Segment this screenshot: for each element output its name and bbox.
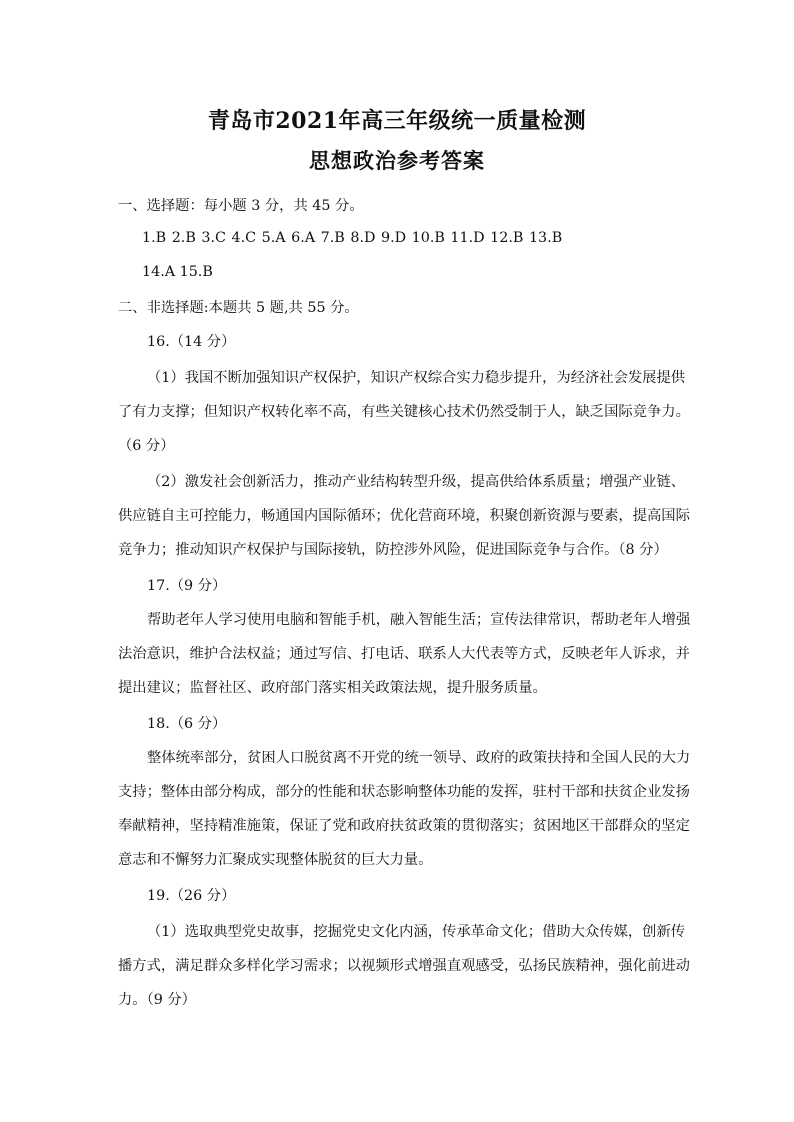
- q16-part1-line: （1）我国不断加强知识产权保护，知识产权综合实力稳步提升，为经济社会发展提供: [147, 370, 686, 386]
- question-label-18: 18.（6 分）: [147, 716, 227, 732]
- choice-answers-line-2: 14.A 15.B: [142, 264, 213, 280]
- q19-part1-line: 播方式，满足群众多样化学习需求；以视频形式增强直观感受，弘扬民族精神，强化前进动: [118, 958, 690, 974]
- question-label-19: 19.（26 分）: [147, 888, 236, 904]
- q18-line: 支持；整体由部分构成，部分的性能和状态影响整体功能的发挥，驻村干部和扶贫企业发扬: [118, 784, 690, 800]
- q17-line: 法治意识，维护合法权益；通过写信、打电话、联系人大代表等方式，反映老年人诉求，并: [118, 646, 690, 662]
- q16-part2-line: 供应链自主可控能力，畅通国内国际循环；优化营商环境，积聚创新资源与要素，提高国际: [118, 508, 690, 524]
- q18-line: 奉献精神，坚持精准施策，保证了党和政府扶贫政策的贯彻落实；贫困地区干部群众的坚定: [118, 818, 690, 834]
- q18-line: 整体统率部分，贫困人口脱贫离不开党的统一领导、政府的政策扶持和全国人民的大力: [147, 750, 691, 766]
- q19-part1-line: 力。（9 分）: [118, 992, 196, 1008]
- document-title: 青岛市2021年高三年级统一质量检测: [207, 108, 587, 134]
- q19-part1-line: （1）选取典型党史故事，挖掘党史文化内涵，传承革命文化；借助大众传媒，创新传: [147, 924, 686, 940]
- q16-part2-line: （2）激发社会创新活力，推动产业结构转型升级，提高供给体系质量；增强产业链、: [147, 474, 686, 490]
- question-label-17: 17.（9 分）: [147, 578, 227, 594]
- q16-part1-line: 了有力支撑；但知识产权转化率不高，有些关键核心技术仍然受制于人，缺乏国际竞争力。: [118, 404, 690, 420]
- section-heading-choice: 一、选择题：每小题 3 分，共 45 分。: [118, 198, 364, 214]
- q18-line: 意志和不懈努力汇聚成实现整体脱贫的巨大力量。: [118, 852, 433, 868]
- q16-part1-line: （6 分）: [118, 438, 175, 454]
- document-subtitle: 思想政治参考答案: [309, 148, 485, 173]
- q16-part2-line: 竞争力；推动知识产权保护与国际接轨，防控涉外风险，促进国际竞争与合作。（8 分）: [118, 542, 668, 558]
- section-heading-nonchoice: 二、非选择题:本题共 5 题,共 55 分。: [118, 300, 359, 316]
- question-label-16: 16.（14 分）: [147, 334, 236, 350]
- q17-line: 帮助老年人学习使用电脑和智能手机，融入智能生活；宣传法律常识，帮助老年人增强: [147, 612, 691, 628]
- q17-line: 提出建议；监督社区、政府部门落实相关政策法规，提升服务质量。: [118, 680, 547, 696]
- choice-answers-line-1: 1.B 2.B 3.C 4.C 5.A 6.A 7.B 8.D 9.D 10.B 11.D 12.B 13.B: [142, 230, 563, 246]
